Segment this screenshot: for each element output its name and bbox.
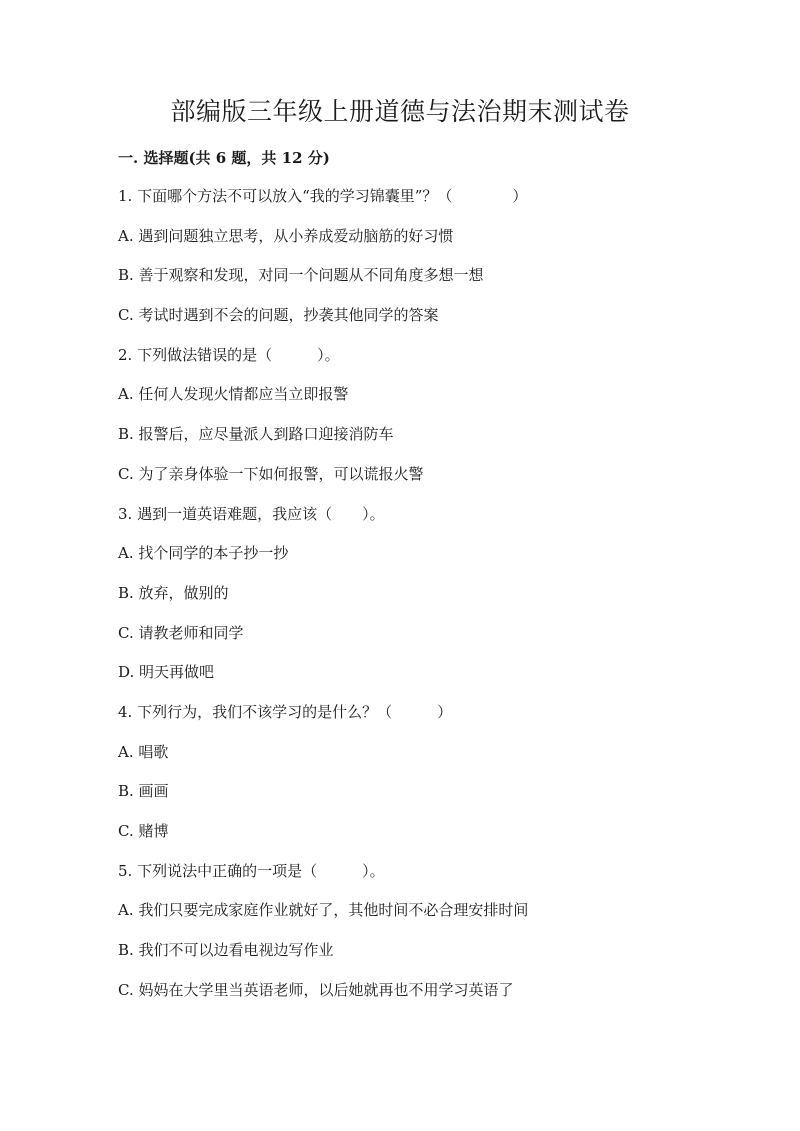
question-text: 5. 下列说法中正确的一项是（ ）。 xyxy=(118,861,385,880)
option-text: B. 报警后，应尽量派人到路口迎接消防车 xyxy=(118,425,394,444)
option-text: C. 考试时遇到不会的问题，抄袭其他同学的答案 xyxy=(118,306,439,325)
question-text: 2. 下列做法错误的是（ ）。 xyxy=(118,345,340,364)
option-text: A. 任何人发现火情都应当立即报警 xyxy=(118,385,349,404)
question-text: 1. 下面哪个方法不可以放入“我的学习锦囊里”？（ ） xyxy=(118,187,528,205)
page-title: 部编版三年级上册道德与法治期末测试卷 xyxy=(170,97,630,126)
option-text: A. 我们只要完成家庭作业就好了，其他时间不必合理安排时间 xyxy=(118,901,529,920)
option-text: A. 找个同学的本子抄一抄 xyxy=(118,544,289,563)
question-list xyxy=(118,186,718,1019)
option-text: A. 唱歌 xyxy=(118,742,169,761)
option-text: C. 赌博 xyxy=(118,822,169,840)
option-text: B. 善于观察和发现，对同一个问题从不同角度多想一想 xyxy=(118,266,484,285)
question-text: 3. 遇到一道英语难题，我应该（ ）。 xyxy=(118,504,385,523)
option-text: B. 放弃，做别的 xyxy=(118,583,229,602)
option-text: B. 我们不可以边看电视边写作业 xyxy=(118,941,334,960)
option-text: C. 请教老师和同学 xyxy=(118,623,244,642)
section-heading: 一. 选择题(共 6 题，共 12 分) xyxy=(118,149,330,167)
question-text: 4. 下列行为，我们不该学习的是什么？（ ） xyxy=(118,702,453,721)
option-text: B. 画画 xyxy=(118,782,169,801)
option-text: C. 为了亲身体验一下如何报警，可以谎报火警 xyxy=(118,464,424,483)
option-text: A. 遇到问题独立思考，从小养成爱动脑筋的好习惯 xyxy=(118,226,454,245)
option-text: D. 明天再做吧 xyxy=(118,663,215,682)
option-text: C. 妈妈在大学里当英语老师，以后她就再也不用学习英语了 xyxy=(118,980,514,999)
